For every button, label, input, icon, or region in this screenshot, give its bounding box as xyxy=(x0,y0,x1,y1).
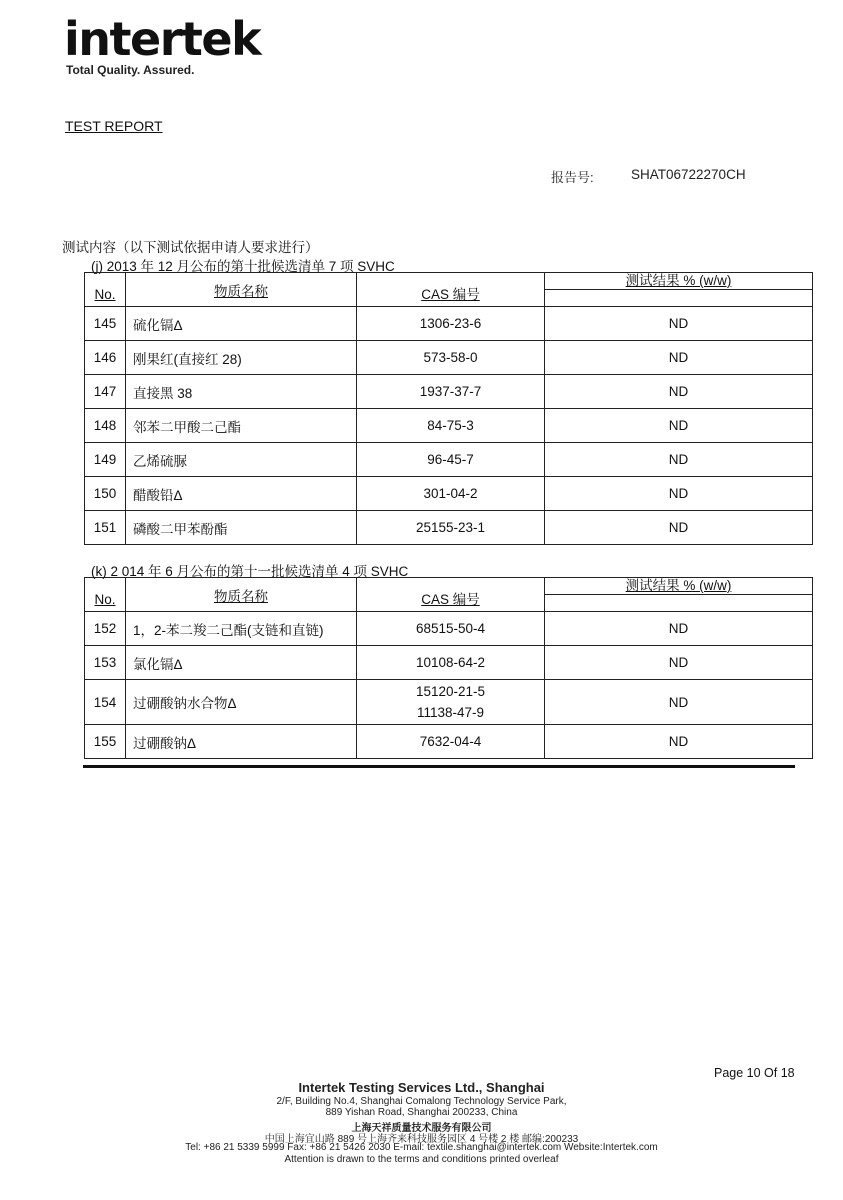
cas-number-cell xyxy=(357,375,545,409)
cas-number: 68515-50-4 xyxy=(415,621,486,636)
column-header-name: 物质名称 xyxy=(126,273,357,307)
substance-name: 过硼酸钠Δ xyxy=(126,725,357,759)
test-result: ND xyxy=(545,341,813,375)
svhc-table-j xyxy=(84,272,813,545)
cas-number: 96-45-7 xyxy=(427,452,474,467)
test-result: ND xyxy=(545,409,813,443)
report-title: TEST REPORT xyxy=(65,118,163,134)
column-header-result: 测试结果 % (w/w) xyxy=(545,273,812,290)
table-row xyxy=(85,511,813,545)
column-header-result-cell xyxy=(545,578,813,612)
section-k-heading: (k) 2 014 年 6 月公布的第十一批候选清单 4 项 SVHC xyxy=(91,564,409,579)
cas-number: 84-75-3 xyxy=(427,418,474,433)
page-number: Page 10 Of 18 xyxy=(714,1066,795,1080)
substance-name: 磷酸二甲苯酚酯 xyxy=(126,511,357,545)
logo-tagline: Total Quality. Assured. xyxy=(66,63,195,77)
cas-number-cell xyxy=(357,443,545,477)
cas-number-cell xyxy=(357,477,545,511)
row-number: 145 xyxy=(85,307,126,341)
section-j-body xyxy=(85,307,813,545)
footer-address-cn: 中国上海宜山路 889 号上海齐来科技服务园区 4 号楼 2 楼 邮编:200233 xyxy=(264,1134,579,1145)
table-row xyxy=(85,680,813,725)
test-result: ND xyxy=(545,477,813,511)
test-result: ND xyxy=(545,511,813,545)
column-header-result-cell xyxy=(545,273,813,307)
substance-name: 直接黑 38 xyxy=(126,375,357,409)
table-row xyxy=(85,341,813,375)
footer-address-en-2: 889 Yishan Road, Shanghai 200233, China xyxy=(325,1107,518,1118)
cas-number: 301-04-2 xyxy=(423,486,478,501)
cas-number-cell xyxy=(357,409,545,443)
cas-number: 7632-04-4 xyxy=(419,734,482,749)
column-header-result: 测试结果 % (w/w) xyxy=(545,578,812,595)
column-header-cas: CAS 编号 xyxy=(357,578,545,612)
cas-number-cell xyxy=(357,612,545,646)
table-row xyxy=(85,443,813,477)
report-number-label: 报告号: xyxy=(551,170,594,185)
intertek-logo: intertek xyxy=(64,12,261,66)
row-number: 149 xyxy=(85,443,126,477)
substance-name: 硫化镉Δ xyxy=(126,307,357,341)
table-row xyxy=(85,612,813,646)
cas-number: 1937-37-7 xyxy=(419,384,482,399)
cas-number: 15120-21-5 xyxy=(415,684,486,699)
test-result: ND xyxy=(545,307,813,341)
header-spacer xyxy=(545,290,812,306)
row-number: 154 xyxy=(85,680,126,725)
row-number: 151 xyxy=(85,511,126,545)
cas-number-cell xyxy=(357,646,545,680)
cas-number-cell xyxy=(357,341,545,375)
cas-number: 11138-47-9 xyxy=(416,705,485,720)
table-row xyxy=(85,307,813,341)
cas-number: 1306-23-6 xyxy=(419,316,482,331)
table-bottom-rule xyxy=(83,765,795,768)
table-row xyxy=(85,725,813,759)
cas-number-cell xyxy=(357,725,545,759)
substance-name: 1，2-苯二羧二己酯(支链和直链) xyxy=(126,612,357,646)
column-header-no: No. xyxy=(85,273,126,307)
cas-number-cell xyxy=(357,680,545,725)
table-row xyxy=(85,409,813,443)
row-number: 155 xyxy=(85,725,126,759)
row-number: 146 xyxy=(85,341,126,375)
svhc-table-k xyxy=(84,577,813,759)
table-row xyxy=(85,375,813,409)
row-number: 150 xyxy=(85,477,126,511)
test-result: ND xyxy=(545,375,813,409)
substance-name: 邻苯二甲酸二己酯 xyxy=(126,409,357,443)
row-number: 152 xyxy=(85,612,126,646)
test-result: ND xyxy=(545,612,813,646)
column-header-name: 物质名称 xyxy=(126,578,357,612)
substance-name: 氯化镉Δ xyxy=(126,646,357,680)
column-header-cas: CAS 编号 xyxy=(357,273,545,307)
row-number: 153 xyxy=(85,646,126,680)
test-result: ND xyxy=(545,725,813,759)
test-result: ND xyxy=(545,646,813,680)
footer-contact: Tel: +86 21 5339 5999 Fax: +86 21 5426 2030 E-mail: textile.shanghai@intertek.com Website:Intertek.com xyxy=(185,1142,658,1153)
header-spacer xyxy=(545,595,812,611)
cas-number: 10108-64-2 xyxy=(415,655,486,670)
row-number: 148 xyxy=(85,409,126,443)
footer-company-cn: 上海天祥质量技术服务有限公司 xyxy=(351,1123,492,1134)
test-result: ND xyxy=(545,680,813,725)
substance-name: 醋酸铅Δ xyxy=(126,477,357,511)
table-header-row xyxy=(85,273,813,307)
footer-company: Intertek Testing Services Ltd., Shanghai xyxy=(298,1080,545,1095)
footer-notice: Attention is drawn to the terms and conditions printed overleaf xyxy=(284,1154,559,1165)
report-number: SHAT06722270CH xyxy=(631,167,746,182)
substance-name: 乙烯硫脲 xyxy=(126,443,357,477)
substance-name: 刚果红(直接红 28) xyxy=(126,341,357,375)
column-header-no: No. xyxy=(85,578,126,612)
cas-number-cell xyxy=(357,307,545,341)
cas-number: 573-58-0 xyxy=(423,350,478,365)
table-header-row xyxy=(85,578,813,612)
substance-name: 过硼酸钠水合物Δ xyxy=(126,680,357,725)
cas-number: 25155-23-1 xyxy=(415,520,486,535)
table-row xyxy=(85,477,813,511)
section-j-heading: (j) 2013 年 12 月公布的第十批候选清单 7 项 SVHC xyxy=(91,259,395,274)
footer-address-en-1: 2/F, Building No.4, Shanghai Comalong Technology Service Park, xyxy=(276,1096,567,1107)
section-k-body xyxy=(85,612,813,759)
cas-number-cell xyxy=(357,511,545,545)
row-number: 147 xyxy=(85,375,126,409)
test-content-intro: 测试内容（以下测试依据申请人要求进行） xyxy=(62,240,319,255)
table-row xyxy=(85,646,813,680)
test-result: ND xyxy=(545,443,813,477)
